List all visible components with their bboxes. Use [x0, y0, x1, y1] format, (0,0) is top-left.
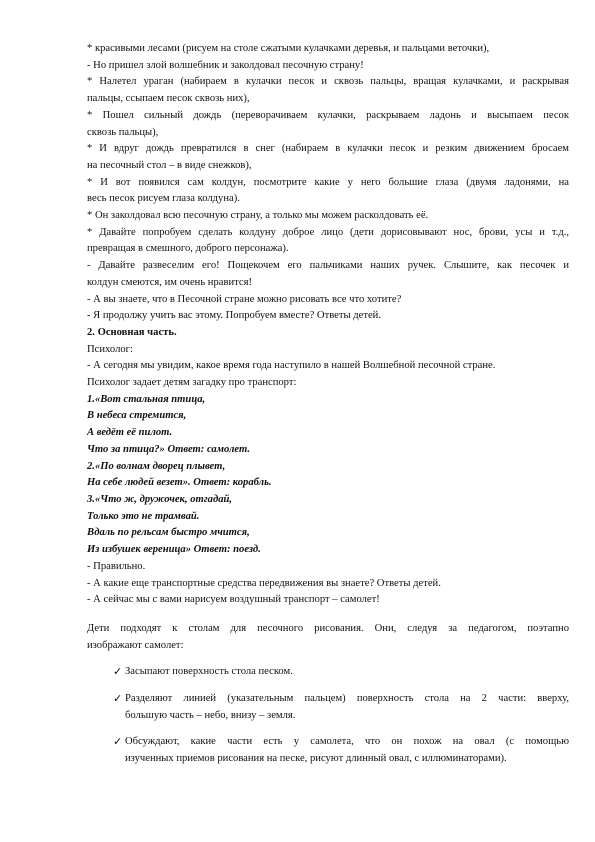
text-line: * И вот появился сам колдун, посмотрите какие у него большие глаза (двумя ладонями, на [87, 176, 569, 188]
text-line: изображают самолет: [87, 639, 184, 651]
riddle-line: Из избушек вереница» Ответ: поезд. [87, 544, 261, 556]
text-line: * красивыми лесами (рисуем на столе сжатыми кулачками деревья, и пальцами веточки), [87, 43, 490, 54]
text-line: Обсуждают, какие части есть у самолета, что он похож на овал (с помощью [125, 736, 569, 748]
checklist-item [87, 691, 569, 724]
text-line: пальцы, ссыпаем песок сквозь них), [87, 93, 250, 105]
text-line: превращая в смешного, доброго персонажа). [87, 243, 289, 255]
checkmark-icon: ✓ [113, 665, 123, 679]
riddle-line: А ведёт её пилот. [87, 427, 173, 439]
checklist [87, 664, 569, 768]
riddle-line: Только это не трамвай. [87, 510, 200, 522]
text-line: - Давайте развеселим его! Пощекочем его пальчиками наших ручек. Слышите, как песочек и [87, 260, 569, 272]
riddle-line: Вдаль по рельсам быстро мчится, [87, 527, 250, 539]
riddle-line: 2.«По волнам дворец плывет, [87, 460, 226, 472]
season-line: - А сегодня мы увидим, какое время года наступило в нашей Волшебной песочной стране. [87, 360, 496, 372]
text-line: - Но пришел злой волшебник и заколдовал песочную страну! [87, 59, 364, 71]
text-line: большую часть – небо, внизу – земля. [125, 709, 296, 721]
text-line: * Налетел ураган (набираем в кулачки песок и сквозь пальцы, вращая кулачками, и раскрывая [87, 76, 569, 88]
riddle-intro: Психолог задает детям загадку про транспорт: [87, 377, 297, 389]
text-line: - А сейчас мы с вами нарисуем воздушный транспорт – самолет! [87, 594, 380, 606]
text-line: Разделяют линией (указательным пальцем) поверхность стола на 2 части: вверху, [125, 693, 569, 705]
text-line: Засыпают поверхность стола песком. [125, 666, 293, 678]
text-line: Дети подходят к столам для песочного рисования. Они, следуя за педагогом, поэтапно [87, 622, 569, 634]
text-line: весь песок рисуем глаза колдуна). [87, 193, 240, 205]
text-line: - А вы знаете, что в Песочной стране можно рисовать все что хотите? [87, 293, 402, 305]
text-line: на песочный стол – в виде снежков), [87, 159, 252, 171]
riddle-line: В небеса стремится, [87, 410, 187, 422]
text-line: * Пошел сильный дождь (переворачиваем кулачки, раскрываем ладонь и высыпаем песок [87, 109, 569, 121]
riddle-line: На себе людей везет». Ответ: корабль. [87, 477, 272, 489]
text-line: сквозь пальцы), [87, 126, 159, 138]
riddle-line: 1.«Вот стальная птица, [87, 393, 206, 405]
section-heading: 2. Основная часть. [87, 326, 177, 338]
text-line: * И вдруг дождь превратился в снег (набираем в кулачки песок и резким движением бросаем [87, 143, 569, 155]
riddle-line: 3.«Что ж, дружочек, отгадай, [87, 493, 233, 505]
riddle-block [87, 392, 569, 559]
instruction-paragraph [87, 621, 569, 654]
text-line: - А какие еще транспортные средства передвижения вы знаете? Ответы детей. [87, 577, 441, 589]
checkmark-icon: ✓ [113, 692, 123, 706]
intro-block [87, 41, 569, 325]
text-line: - Я продолжу учить вас этому. Попробуем вместе? Ответы детей. [87, 310, 381, 322]
text-line: * Он заколдовал всю песочную страну, а только мы можем расколдовать её. [87, 210, 429, 222]
text-line: * Давайте попробуем сделать колдуну доброе лицо (дети дорисовывают нос, брови, усы и т.д., [87, 226, 569, 238]
checkmark-icon: ✓ [113, 735, 123, 749]
psychologist-label: Психолог: [87, 343, 133, 355]
text-line: изученных приемов рисования на песке, рисуют длинный овал, с иллюминаторами). [125, 753, 507, 765]
after-riddle-block [87, 559, 569, 609]
document-body [87, 41, 569, 768]
text-line: колдун смеются, им очень нравится! [87, 276, 252, 288]
riddle-line: Что за птица?» Ответ: самолет. [87, 443, 251, 455]
checklist-item [87, 734, 569, 767]
checklist-item [87, 664, 569, 681]
text-line: - Правильно. [87, 560, 146, 572]
